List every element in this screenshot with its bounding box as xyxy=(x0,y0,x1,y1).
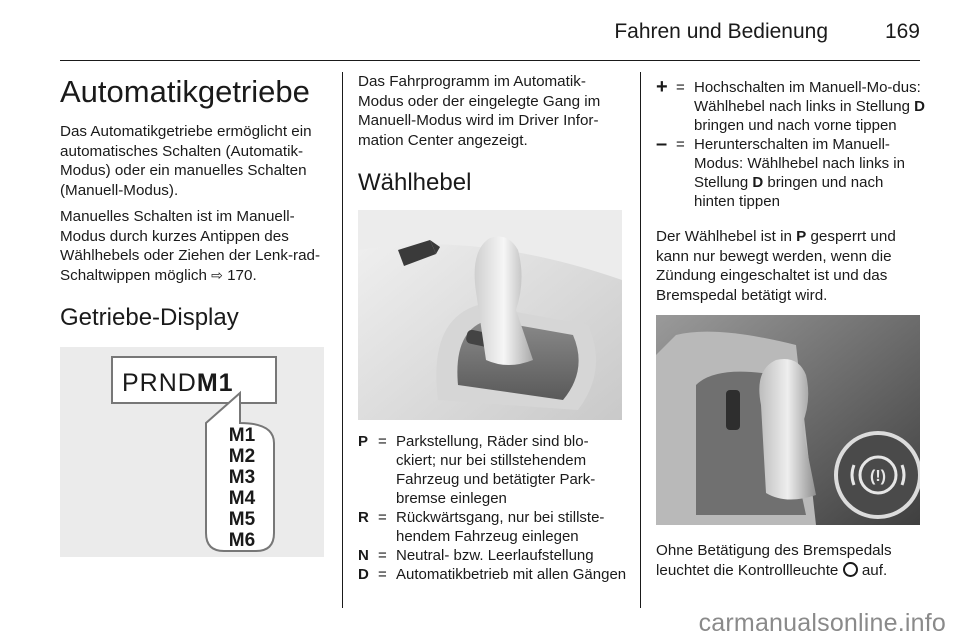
watermark: carmanualsonline.info xyxy=(698,609,946,637)
column-right xyxy=(656,78,926,587)
definition-row-p xyxy=(358,432,628,508)
gear-lever-image xyxy=(358,210,622,420)
position-description: Rückwärtsgang, nur bei stillste-hendem Fahrzeug einlegen xyxy=(396,509,605,545)
gear-label: M3 xyxy=(228,467,256,488)
gear-label: M4 xyxy=(228,488,256,509)
subsection-title-display: Getriebe-Display xyxy=(60,304,239,331)
equals-sign: = xyxy=(378,509,387,526)
paragraph-text: Manuelles Schalten ist im Manuell-Modus durch kurzes Antippen des Wählhebels oder Ziehen der Lenk-rad-Schaltwippen möglich xyxy=(60,208,321,284)
equals-sign: = xyxy=(676,79,685,96)
display-diagram xyxy=(60,347,324,557)
position-key: D xyxy=(358,566,369,583)
definition-row-r xyxy=(358,508,628,546)
selector-lever-photo xyxy=(358,210,622,420)
header-divider xyxy=(60,60,920,61)
equals-sign: = xyxy=(378,566,387,583)
gear-label: M2 xyxy=(228,446,256,467)
column-divider xyxy=(640,72,641,608)
transmission-display-illustration xyxy=(60,347,324,557)
minus-key: – xyxy=(656,133,668,155)
definition-row-downshift xyxy=(656,135,926,211)
upshift-description: Hochschalten im Manuell-Mo-dus: Wählhebel nach links in Stellung D bringen und nach vorne tippen xyxy=(694,79,925,134)
plus-key: + xyxy=(656,76,668,98)
position-key: R xyxy=(358,509,369,526)
definition-row-upshift xyxy=(656,78,926,135)
equals-sign: = xyxy=(378,433,387,450)
gear-label: M6 xyxy=(228,530,256,551)
page-reference-link[interactable]: 170. xyxy=(227,266,257,284)
section-title: Automatikgetriebe xyxy=(60,74,310,109)
position-key: P xyxy=(358,433,369,450)
downshift-description: Herunterschalten im Manuell-Modus: Wählhebel nach links in Stellung D bringen und nach hinten tippen xyxy=(694,136,905,210)
equals-sign: = xyxy=(378,547,387,564)
gear-label: M1 xyxy=(228,425,256,446)
subsection-title-selector: Wählhebel xyxy=(358,169,472,196)
column-left xyxy=(60,72,328,557)
position-description: Automatikbetrieb mit allen Gängen xyxy=(396,566,627,583)
paragraph-lever-lock: Der Wählhebel ist in P gesperrt und kann nur bewegt werden, wenn die Zündung eingeschaltet ist und das Bremspedal betätigt wird. xyxy=(656,228,896,304)
brake-indicator-photo xyxy=(656,315,920,525)
definition-row-n xyxy=(358,546,628,565)
paragraph-brake-light: Ohne Betätigung des Bremspedals leuchtet die Kontrollleuchte auf. xyxy=(656,542,892,579)
column-divider xyxy=(342,72,343,608)
brake-warning-icon xyxy=(843,562,858,577)
page-number: 169 xyxy=(884,20,920,43)
manual-shift-list xyxy=(656,78,926,211)
gear-label: M5 xyxy=(228,509,256,530)
paragraph-intro: Das Automatikgetriebe ermöglicht ein automatisches Schalten (Automatik-Modus) oder ein manuelles Schalten (Manuell-Modus). xyxy=(60,123,312,199)
chapter-title: Fahren und Bedienung xyxy=(614,20,828,43)
definition-row-d xyxy=(358,565,628,584)
equals-sign: = xyxy=(676,136,685,153)
page-reference-icon: ⇨ xyxy=(211,266,223,283)
column-middle xyxy=(358,72,628,584)
position-key: N xyxy=(358,547,369,564)
selector-positions-list xyxy=(358,432,628,584)
paragraph-manual-mode xyxy=(60,207,328,285)
position-description: Neutral- bzw. Leerlaufstellung xyxy=(396,547,594,564)
position-description: Parkstellung, Räder sind blo-ckiert; nur bei stillstehendem Fahrzeug und betätigter Park-bremse einlegen xyxy=(396,433,596,507)
paragraph-driver-info: Das Fahrprogramm im Automatik-Modus oder der eingelegte Gang im Manuell-Modus wird im Driver Infor-mation Center angezeigt. xyxy=(358,73,601,149)
page-header xyxy=(60,14,920,58)
prnd-label: PRNDM1 xyxy=(122,369,234,397)
lever-closeup-image xyxy=(656,315,920,525)
svg-text:(!): (!) xyxy=(870,468,886,485)
